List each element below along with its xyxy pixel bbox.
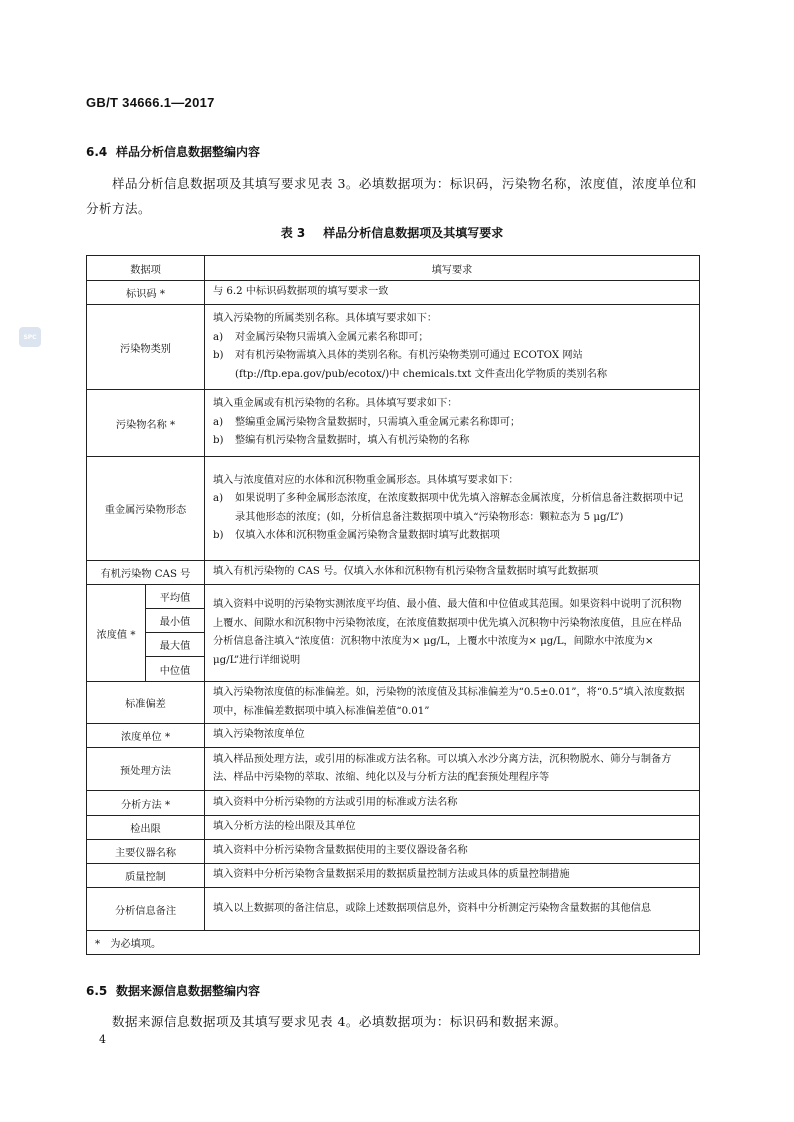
section-number: 6.4	[86, 145, 108, 159]
row-name: 分析方法 *	[87, 791, 205, 816]
table-row	[87, 561, 700, 585]
row-desc: 填入资料中分析污染物含量数据使用的主要仪器设备名称	[205, 840, 700, 864]
row-name: 污染物类别	[87, 305, 205, 390]
section-heading-6-5	[86, 982, 260, 999]
table-footnote: * 为必填项。	[87, 931, 700, 955]
standard-code: GB/T 34666.1—2017	[86, 95, 215, 110]
table-footnote-row	[87, 931, 700, 955]
list-item: a) 如果说明了多种金属形态浓度，在浓度数据项中优先填入溶解态金属浓度，分析信息备注数据项中记录其他形态的浓度；(如，分析信息备注数据项中填入“污染物形态：颗粒态为 5 μg/L”)	[213, 493, 684, 523]
list-item: b) 对有机污染物需填入具体的类别名称。有机污染物类别可通过 ECOTOX 网站(ftp://ftp.epa.gov/pub/ecotox/)中 chemicals.txt 文件查出化学物质的类别名称	[213, 350, 608, 380]
table-row	[87, 682, 700, 724]
row-name: 标识码 *	[87, 281, 205, 305]
table-row	[87, 724, 700, 748]
row-name: 浓度值 *	[87, 585, 146, 682]
row-desc: 填入资料中分析污染物的方法或引用的标准或方法名称	[205, 791, 700, 816]
header-item: 数据项	[87, 256, 205, 281]
table-header-row	[87, 256, 700, 281]
sub-item-min: 最小值	[146, 609, 205, 633]
row-name: 重金属污染物形态	[87, 457, 205, 561]
row-name: 分析信息备注	[87, 888, 205, 931]
page-number: 4	[99, 1033, 106, 1046]
row-desc: 填入分析方法的检出限及其单位	[205, 816, 700, 840]
row-desc: 填入资料中说明的污染物实测浓度平均值、最小值、最大值和中位值或其范围。如果资料中说明了沉积物上覆水、间隙水和沉积物中污染物浓度，在浓度值数据项中优先填入沉积物中污染物浓度值，且应在样品分析信息备注填入“浓度值：沉积物中浓度为× μg/L，上覆水中浓度为× μg/L，间隙水中浓度为× μg/L”进行详细说明	[205, 585, 700, 682]
row-name: 检出限	[87, 816, 205, 840]
sub-item-mean: 平均值	[146, 585, 205, 609]
table-row	[87, 585, 700, 609]
section-title: 数据来源信息数据整编内容	[116, 984, 261, 998]
row-name: 预处理方法	[87, 748, 205, 791]
list-item: a) 对金属污染物只需填入金属元素名称即可；	[213, 331, 429, 343]
section-paragraph-6-5: 数据来源信息数据项及其填写要求见表 4。必填数据项为：标识码和数据来源。	[112, 1014, 567, 1029]
list-item: b) 整编有机污染物含量数据时，填入有机污染物的名称	[213, 435, 470, 447]
list-item: a) 整编重金属污染物含量数据时，只需填入重金属元素名称即可；	[213, 416, 521, 428]
table-title: 样品分析信息数据项及其填写要求	[323, 226, 504, 240]
requirements-table	[86, 255, 700, 955]
table-row	[87, 305, 700, 390]
row-desc: 填入样品预处理方法，或引用的标准或方法名称。可以填入水沙分离方法，沉积物脱水、筛分与制备方法、样品中污染物的萃取、浓缩、纯化以及与分析方法的配套预处理程序等	[205, 748, 700, 791]
row-desc: 与 6.2 中标识码数据项的填写要求一致	[205, 281, 700, 305]
sub-item-median: 中位值	[146, 657, 205, 682]
table-row	[87, 281, 700, 305]
row-desc: 填入污染物浓度单位	[205, 724, 700, 748]
watermark-logo: SPC	[19, 327, 41, 347]
row-desc	[205, 305, 700, 390]
table-row	[87, 390, 700, 457]
table-row	[87, 816, 700, 840]
row-desc: 填入与浓度值对应的水体和沉积物重金属形态。具体填写要求如下： a) 如果说明了多种金属形态浓度，在浓度数据项中优先填入溶解态金属浓度，分析信息备注数据项中记录其他形态的浓度；(如，分析信息备注数据项中填入“污染物形态：颗粒态为 5 μg/L”) b) 仅填入水体和沉积物重金属污染物含量数据时填写此数据项	[205, 457, 700, 561]
row-name: 污染物名称 *	[87, 390, 205, 457]
section-title: 样品分析信息数据整编内容	[116, 145, 261, 159]
row-desc: 填入有机污染物的 CAS 号。仅填入水体和沉积物有机污染物含量数据时填写此数据项	[205, 561, 700, 585]
row-desc: 填入重金属或有机污染物的名称。具体填写要求如下： a) 整编重金属污染物含量数据时，只需填入重金属元素名称即可； b) 整编有机污染物含量数据时，填入有机污染物的名称	[205, 390, 700, 457]
list-item: b) 仅填入水体和沉积物重金属污染物含量数据时填写此数据项	[213, 530, 500, 541]
table-row	[87, 888, 700, 931]
row-desc: 填入以上数据项的备注信息，或除上述数据项信息外，资料中分析测定污染物含量数据的其他信息	[205, 888, 700, 931]
table-row	[87, 791, 700, 816]
row-name: 有机污染物 CAS 号	[87, 561, 205, 585]
table-caption	[86, 224, 698, 241]
header-requirement: 填写要求	[205, 256, 700, 281]
row-name: 浓度单位 *	[87, 724, 205, 748]
table-row	[87, 864, 700, 888]
section-number: 6.5	[86, 984, 108, 998]
row-desc: 填入资料中分析污染物含量数据采用的数据质量控制方法或具体的质量控制措施	[205, 864, 700, 888]
row-name: 标准偏差	[87, 682, 205, 724]
table-row	[87, 840, 700, 864]
sub-item-max: 最大值	[146, 633, 205, 657]
row-name: 质量控制	[87, 864, 205, 888]
section-paragraph-6-4: 样品分析信息数据项及其填写要求见表 3。必填数据项为：标识码，污染物名称，浓度值，浓度单位和分析方法。	[86, 176, 697, 216]
table-number: 表 3	[280, 226, 306, 240]
table-row	[87, 457, 700, 561]
row-name: 主要仪器名称	[87, 840, 205, 864]
desc-intro: 填入污染物的所属类别名称。具体填写要求如下：	[213, 313, 438, 324]
section-heading-6-4	[86, 143, 260, 160]
table-row	[87, 748, 700, 791]
row-desc: 填入污染物浓度值的标准偏差。如，污染物的浓度值及其标准偏差为“0.5±0.01”，将“0.5”填入浓度数据项中，标准偏差数据项中填入标准偏差值“0.01”	[205, 682, 700, 724]
